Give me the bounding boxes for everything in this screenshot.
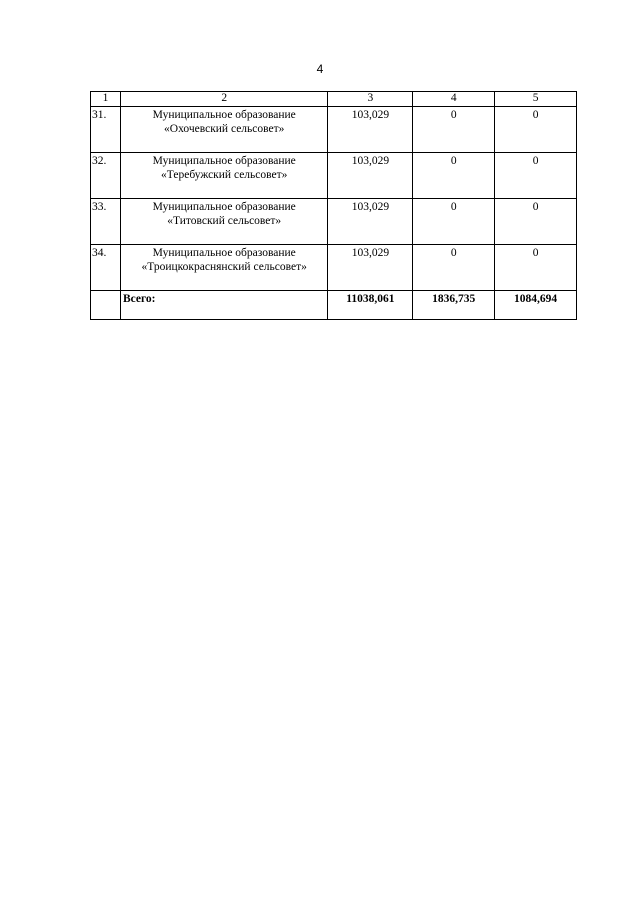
column-3-value: 103,029 bbox=[328, 107, 413, 153]
column-header-5: 5 bbox=[495, 92, 577, 107]
column-4-value: 0 bbox=[413, 107, 495, 153]
column-5-value: 0 bbox=[495, 245, 577, 291]
municipality-title: «Титовский сельсовет» bbox=[167, 215, 282, 227]
column-header-3: 3 bbox=[328, 92, 413, 107]
municipality-type: Муниципальное образование bbox=[152, 155, 296, 167]
column-5-value: 0 bbox=[495, 153, 577, 199]
row-number: 33. bbox=[91, 199, 121, 245]
municipality-title: «Теребужский сельсовет» bbox=[161, 169, 288, 181]
data-table bbox=[90, 91, 577, 320]
total-column-3: 11038,061 bbox=[328, 291, 413, 320]
column-3-value: 103,029 bbox=[328, 245, 413, 291]
total-label: Всего: bbox=[120, 291, 328, 320]
total-column-4: 1836,735 bbox=[413, 291, 495, 320]
municipality-name bbox=[120, 153, 328, 199]
municipality-type: Муниципальное образование bbox=[152, 247, 296, 259]
column-header-4: 4 bbox=[413, 92, 495, 107]
municipality-name bbox=[120, 199, 328, 245]
municipality-type: Муниципальное образование bbox=[152, 201, 296, 213]
total-column-5: 1084,694 bbox=[495, 291, 577, 320]
row-number: 32. bbox=[91, 153, 121, 199]
page-number: 4 bbox=[316, 62, 324, 76]
column-4-value: 0 bbox=[413, 199, 495, 245]
municipality-type: Муниципальное образование bbox=[152, 109, 296, 121]
column-4-value: 0 bbox=[413, 245, 495, 291]
municipality-title: «Троицкокраснянский сельсовет» bbox=[141, 261, 307, 273]
row-number: 31. bbox=[91, 107, 121, 153]
table-header-row bbox=[91, 92, 577, 107]
table-row bbox=[91, 199, 577, 245]
row-number: 34. bbox=[91, 245, 121, 291]
column-3-value: 103,029 bbox=[328, 153, 413, 199]
column-3-value: 103,029 bbox=[328, 199, 413, 245]
table-row bbox=[91, 107, 577, 153]
municipality-name bbox=[120, 245, 328, 291]
table-row bbox=[91, 245, 577, 291]
column-header-1: 1 bbox=[91, 92, 121, 107]
table-row bbox=[91, 153, 577, 199]
column-5-value: 0 bbox=[495, 107, 577, 153]
column-4-value: 0 bbox=[413, 153, 495, 199]
total-empty-cell bbox=[91, 291, 121, 320]
column-header-2: 2 bbox=[120, 92, 328, 107]
column-5-value: 0 bbox=[495, 199, 577, 245]
municipality-name bbox=[120, 107, 328, 153]
total-row bbox=[91, 291, 577, 320]
municipality-title: «Охочевский сельсовет» bbox=[164, 123, 285, 135]
